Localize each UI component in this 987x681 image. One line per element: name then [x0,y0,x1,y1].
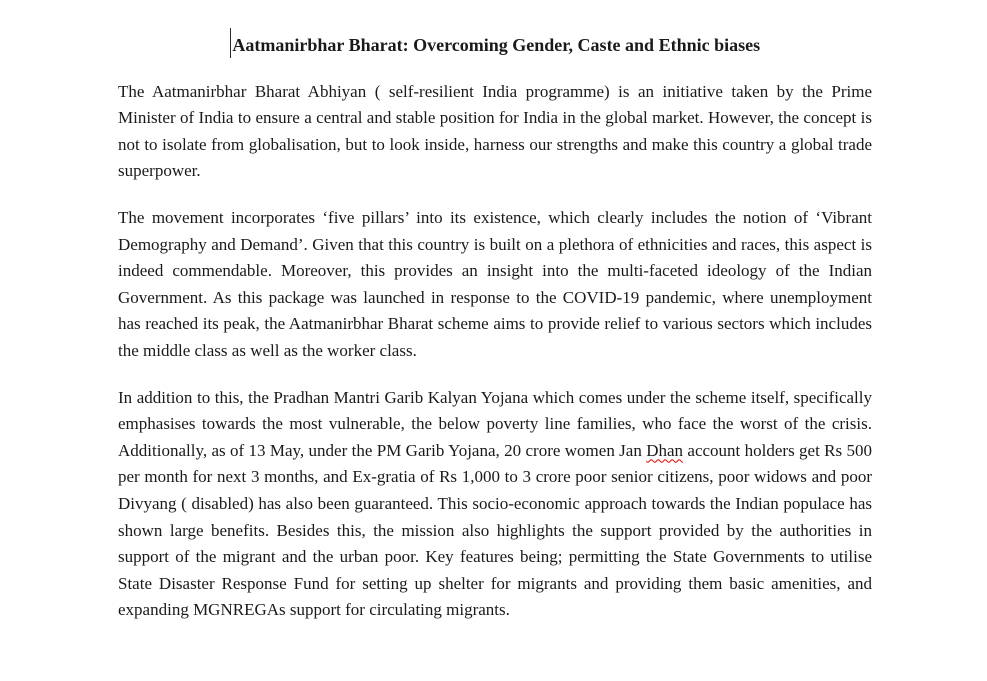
paragraph-intro[interactable]: The Aatmanirbhar Bharat Abhiyan ( self-resilient India programme) is an initiative taken by the Prime Minister of India to ensure a central and stable position for India in the global market. However, the concept is not to isolate from globalisation, but to look inside, harness our strengths and make this country a global trade superpower. [118,81,872,181]
paragraph-segment-after-misspelling: account holders get Rs 500 per month for next 3 months, and Ex-gratia of Rs 1,000 to 3 crore poor senior citizens, poor widows and poor Divyang ( disabled) has also been guaranteed. This socio-economic approach towards the Indian populace has shown large benefits. Besides this, the mission also highlights the support provided by the authorities in support of the migrant and the urban poor. Key features being; permitting the State Governments to utilise State Disaster Response Fund for setting up shelter for migrants and providing them basic amenities, and expanding MGNREGAs support for circulating migrants. [118,440,873,620]
paragraph-pm-garib-kalyan[interactable] [118,385,872,624]
document-title[interactable] [118,28,872,59]
document-title-text: Aatmanirbhar Bharat: Overcoming Gender, Caste and Ethnic biases [232,35,761,55]
document-content [118,0,872,644]
misspelled-word[interactable]: Dhan [646,440,684,460]
paragraph-segment-before-misspelling: In addition to this, the Pradhan Mantri Garib Kalyan Yojana which comes under the scheme itself, specifically emphasises towards the most vulnerable, the below poverty line families, who face the worst of the crisis. Additionally, as of 13 May, under the PM Garib Yojana, 20 crore women Jan [118,387,872,460]
paragraph-five-pillars[interactable]: The movement incorporates ‘five pillars’ into its existence, which clearly includes the notion of ‘Vibrant Demography and Demand’. Given that this country is built on a plethora of ethnicities and races, this aspect is indeed commendable. Moreover, this provides an insight into the multi-faceted ideology of the Indian Government. As this package was launched in response to the COVID-19 pandemic, where unemployment has reached its peak, the Aatmanirbhar Bharat scheme aims to provide relief to various sectors which includes the middle class as well as the worker class. [118,207,872,360]
